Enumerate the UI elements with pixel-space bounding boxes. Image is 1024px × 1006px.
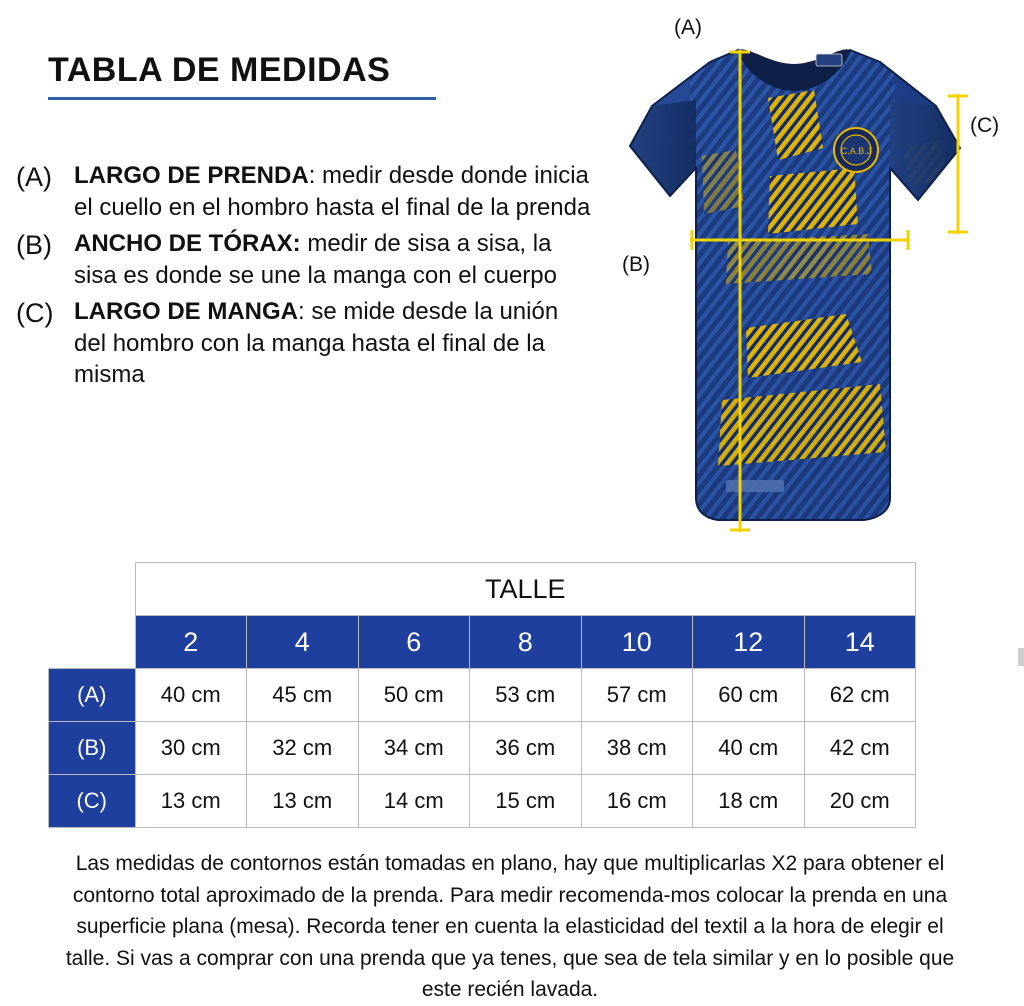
cell-c-7: 20 cm xyxy=(804,775,916,828)
table-corner-blank-2 xyxy=(49,616,136,669)
cell-b-4: 36 cm xyxy=(470,722,582,775)
cell-b-7: 42 cm xyxy=(804,722,916,775)
jersey-illustration xyxy=(618,28,978,538)
legend-term-b: ANCHO DE TÓRAX: xyxy=(74,229,301,257)
table-corner-blank xyxy=(49,563,136,616)
title-underline-divider xyxy=(48,97,436,100)
legend-term-c: LARGO DE MANGA xyxy=(74,297,298,325)
size-header-1: 2 xyxy=(135,616,247,669)
measurement-legend xyxy=(14,160,594,395)
size-table-wrap xyxy=(48,562,928,828)
legend-desc-b: medir de sisa a sisa, la sisa es donde se une la manga con el cuerpo xyxy=(74,229,557,289)
garment-photo-area xyxy=(596,10,1016,550)
size-table xyxy=(48,562,916,828)
svg-text:C.A.B.J: C.A.B.J xyxy=(840,146,872,156)
legend-separator-a: : xyxy=(308,162,323,189)
legend-term-a: LARGO DE PRENDA xyxy=(74,162,309,189)
measurement-footnote: Las medidas de contornos están tomadas en plano, hay que multiplicarlas X2 para obtener el contorno total aproximado de la prenda. Para medir recomenda-mos colocar la prenda en una superficie plana (mesa). Recorda tener en cuenta la elasticidad del textil a la hora de elegir el talle. Si vas a comprar con una prenda que ya tenes, que sea de tela similar y en lo posible que este recién lavada. xyxy=(65,852,955,1001)
table-row xyxy=(49,775,916,828)
legend-text-a xyxy=(74,160,594,224)
size-header-4: 8 xyxy=(470,616,582,669)
cell-c-2: 13 cm xyxy=(247,775,359,828)
cell-c-1: 13 cm xyxy=(135,775,247,828)
table-row xyxy=(49,722,916,775)
size-header-6: 12 xyxy=(693,616,805,669)
cell-a-2: 45 cm xyxy=(247,669,359,722)
table-row xyxy=(49,669,916,722)
legend-desc-a: medir desde donde inicia el cuello en el hombro hasta el final de la prenda xyxy=(74,162,591,221)
legend-text-b xyxy=(74,228,594,292)
table-group-header: TALLE xyxy=(135,563,916,616)
cell-a-7: 62 cm xyxy=(804,669,916,722)
table-row-sizes xyxy=(49,616,916,669)
cell-c-5: 16 cm xyxy=(581,775,693,828)
row-label-c: (C) xyxy=(49,775,136,828)
marker-label-c: (C) xyxy=(970,114,1000,137)
legend-separator-c: : xyxy=(298,297,312,325)
table-row-group-header xyxy=(49,563,916,616)
page-title: TABLA DE MEDIDAS xyxy=(48,51,391,89)
legend-key-a: (A) xyxy=(16,162,52,192)
legend-item-c xyxy=(14,296,594,392)
legend-text-c xyxy=(74,296,594,392)
cell-a-6: 60 cm xyxy=(693,669,805,722)
cell-b-2: 32 cm xyxy=(247,722,359,775)
page-edge-sliver xyxy=(1018,648,1024,666)
size-header-5: 10 xyxy=(581,616,693,669)
cell-b-3: 34 cm xyxy=(358,722,470,775)
cell-b-5: 38 cm xyxy=(581,722,693,775)
cell-a-4: 53 cm xyxy=(470,669,582,722)
size-header-2: 4 xyxy=(247,616,359,669)
cell-a-3: 50 cm xyxy=(358,669,470,722)
cell-a-5: 57 cm xyxy=(581,669,693,722)
row-label-b: (B) xyxy=(49,722,136,775)
legend-item-b xyxy=(14,228,594,292)
title-block xyxy=(48,52,528,100)
legend-desc-c: se mide desde la unión del hombro con la manga hasta el final de la misma xyxy=(74,297,559,389)
cell-b-6: 40 cm xyxy=(693,722,805,775)
legend-key-c: (C) xyxy=(16,297,54,328)
size-header-7: 14 xyxy=(804,616,916,669)
cell-c-6: 18 cm xyxy=(693,775,805,828)
marker-label-a: (A) xyxy=(674,16,702,39)
cell-b-1: 30 cm xyxy=(135,722,247,775)
legend-key-b: (B) xyxy=(16,229,52,260)
cell-c-4: 15 cm xyxy=(470,775,582,828)
cell-c-3: 14 cm xyxy=(358,775,470,828)
club-crest-icon xyxy=(834,128,878,172)
cell-a-1: 40 cm xyxy=(135,669,247,722)
legend-item-a xyxy=(14,160,594,224)
marker-label-b: (B) xyxy=(622,253,650,276)
size-header-3: 6 xyxy=(358,616,470,669)
row-label-a: (A) xyxy=(49,669,136,722)
